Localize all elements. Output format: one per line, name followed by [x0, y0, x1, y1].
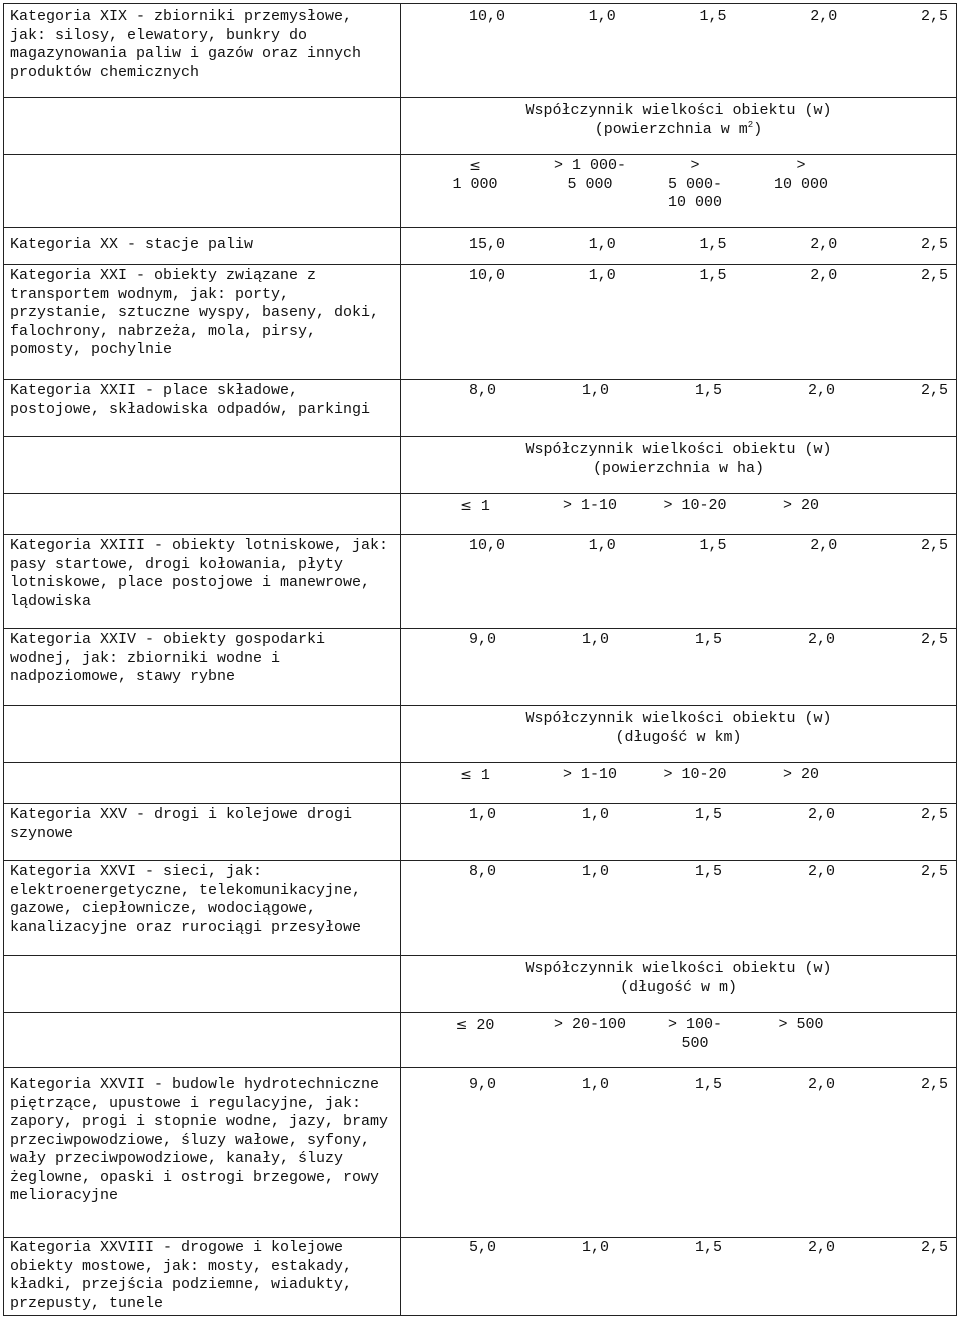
category-xxvii-label: Kategoria XXVII - budowle hydrotechniczne piętrzące, upustowe i regulacyjne, jak: zapory, progi i stopnie wodne, jazy, bramy przeciwpowodziowe, śluzy wałowe, syfony, wały przeciwpowodziowe, kanały, śluzy żeglowne, opaski i ostrogi brzegowe, rowy melioracyjne [4, 1068, 401, 1238]
value-cell: 1,5 [699, 267, 727, 284]
value-cell: 8,0 [469, 863, 497, 880]
size-coefficient-header [401, 98, 957, 155]
value-cell: 1,0 [588, 236, 616, 253]
range-2: > 1-10 [562, 766, 617, 783]
value-cell: 1,5 [694, 1076, 722, 1093]
category-xxviii-values [401, 1238, 957, 1316]
value-cell: 1,5 [694, 863, 722, 880]
value-cell: 2,0 [807, 631, 835, 648]
table-row [4, 380, 957, 437]
value-cell: 2,0 [810, 236, 838, 253]
value-cell: 1,0 [469, 806, 497, 823]
value-cell: 1,0 [581, 382, 609, 399]
size-coefficient-header [401, 437, 957, 494]
value-cell: 2,5 [920, 537, 948, 554]
value-cell: 1,0 [581, 631, 609, 648]
header-unit: (długość w km) [615, 728, 742, 746]
empty-cell [4, 956, 401, 1013]
value-cell: 1,0 [581, 1076, 609, 1093]
range-4: > 10 000 [773, 157, 828, 193]
value-cell: 2,5 [920, 1076, 948, 1093]
value-cell: 2,0 [810, 8, 838, 25]
value-cell: 1,5 [694, 1239, 722, 1256]
value-cell: 2,5 [920, 267, 948, 284]
value-cell: 10,0 [469, 537, 506, 554]
value-cell: 2,0 [810, 537, 838, 554]
category-xix-label: Kategoria XIX - zbiorniki przemysłowe, jak: silosy, elewatory, bunkry do magazynowania paliw i gazów oraz innych produktów chemicznych [4, 4, 401, 98]
empty-cell [4, 437, 401, 494]
value-cell: 1,0 [581, 863, 609, 880]
range-2: > 1-10 [562, 497, 617, 514]
range-4: > 20 [782, 766, 819, 783]
category-xxii-label: Kategoria XXII - place składowe, postojowe, składowiska odpadów, parkingi [4, 380, 401, 437]
value-cell: 2,0 [807, 1239, 835, 1256]
value-cell: 10,0 [469, 8, 506, 25]
category-xxvii-values [401, 1068, 957, 1238]
table-row [4, 629, 957, 706]
value-cell: 2,5 [920, 631, 948, 648]
category-xxvi-values [401, 861, 957, 956]
value-cell: 2,5 [920, 863, 948, 880]
category-xxiii-values [401, 535, 957, 629]
value-cell: 2,0 [807, 1076, 835, 1093]
value-cell: 2,0 [807, 382, 835, 399]
table-row [4, 535, 957, 629]
empty-cell [4, 763, 401, 804]
value-cell: 1,0 [588, 537, 616, 554]
category-xxiii-label: Kategoria XXIII - obiekty lotniskowe, jak: pasy startowe, drogi kołowania, płyty lotniskowe, place postojowe i manewrowe, lądowiska [4, 535, 401, 629]
table-row [4, 265, 957, 380]
value-cell: 2,5 [920, 8, 948, 25]
value-cell: 1,5 [694, 631, 722, 648]
empty-cell [4, 706, 401, 763]
value-cell: 2,5 [920, 382, 948, 399]
category-xxiv-values [401, 629, 957, 706]
size-coefficient-header [401, 956, 957, 1013]
table-row [4, 155, 957, 228]
category-xxiv-label: Kategoria XXIV - obiekty gospodarki wodnej, jak: zbiorniki wodne i nadpoziomowe, stawy rybne [4, 629, 401, 706]
range-1: ≤ 20 [455, 1017, 495, 1034]
range-2: > 1 000- 5 000 [553, 157, 626, 193]
table-row [4, 228, 957, 265]
size-ranges [401, 494, 957, 535]
table-row [4, 956, 957, 1013]
value-cell: 1,0 [581, 1239, 609, 1256]
value-cell: 1,5 [699, 8, 727, 25]
value-cell: 2,5 [920, 806, 948, 823]
value-cell: 8,0 [469, 382, 497, 399]
empty-cell [4, 155, 401, 228]
value-cell: 1,5 [694, 382, 722, 399]
table-row [4, 706, 957, 763]
category-xx-values [401, 228, 957, 265]
value-cell: 1,5 [694, 806, 722, 823]
value-cell: 9,0 [469, 631, 497, 648]
empty-cell [4, 98, 401, 155]
value-cell: 5,0 [469, 1239, 497, 1256]
value-cell: 2,5 [920, 1239, 948, 1256]
header-title: Współczynnik wielkości obiektu (w) [525, 710, 832, 727]
category-xxvi-label: Kategoria XXVI - sieci, jak: elektroenergetyczne, telekomunikacyjne, gazowe, ciepłownicze, wodociągowe, kanalizacyjne oraz rurociągi przesyłowe [4, 861, 401, 956]
value-cell: 1,0 [588, 267, 616, 284]
table-row [4, 4, 957, 98]
range-3: > 10-20 [663, 497, 727, 514]
range-1: ≤ 1 [460, 767, 490, 784]
table-row [4, 1238, 957, 1316]
range-3: > 5 000- 10 000 [667, 157, 722, 211]
table-row [4, 494, 957, 535]
table-row [4, 861, 957, 956]
table-row [4, 1068, 957, 1238]
value-cell: 2,0 [810, 267, 838, 284]
value-cell: 2,0 [807, 863, 835, 880]
table-row [4, 804, 957, 861]
value-cell: 1,5 [699, 537, 727, 554]
value-cell: 9,0 [469, 1076, 497, 1093]
header-title: Współczynnik wielkości obiektu (w) [525, 441, 832, 458]
category-xxi-values [401, 265, 957, 380]
value-cell: 1,0 [581, 806, 609, 823]
category-xix-values [401, 4, 957, 98]
category-xxviii-label: Kategoria XXVIII - drogowe i kolejowe obiekty mostowe, jak: mosty, estakady, kładki, przejścia podziemne, wiadukty, przepusty, tunele [4, 1238, 401, 1316]
category-xx-label: Kategoria XX - stacje paliw [4, 228, 401, 265]
header-title: Współczynnik wielkości obiektu (w) [525, 960, 832, 977]
category-xxv-values [401, 804, 957, 861]
range-3: > 10-20 [663, 766, 727, 783]
value-cell: 10,0 [469, 267, 506, 284]
size-ranges [401, 1013, 957, 1068]
category-xxii-values [401, 380, 957, 437]
coefficient-table [3, 3, 957, 1316]
header-unit: (powierzchnia w $m^2$) [594, 119, 763, 138]
size-coefficient-header [401, 706, 957, 763]
table-row [4, 763, 957, 804]
size-ranges [401, 763, 957, 804]
value-cell: 1,5 [699, 236, 727, 253]
value-cell: 2,5 [920, 236, 948, 253]
header-unit: (powierzchnia w ha) [592, 459, 765, 477]
category-xxi-label: Kategoria XXI - obiekty związane z transportem wodnym, jak: porty, przystanie, sztuczne wyspy, baseny, doki, falochrony, nabrzeża, mola, pirsy, pomosty, pochylnie [4, 265, 401, 380]
empty-cell [4, 1013, 401, 1068]
table-row [4, 437, 957, 494]
empty-cell [4, 494, 401, 535]
range-1: ≤ 1 000 [452, 158, 498, 193]
table-row [4, 98, 957, 155]
range-3: > 100- 500 [667, 1016, 722, 1052]
header-unit: (długość w m) [619, 978, 738, 996]
header-title: Współczynnik wielkości obiektu (w) [525, 102, 832, 119]
document-page [3, 3, 957, 1316]
value-cell: 1,0 [588, 8, 616, 25]
range-4: > 20 [782, 497, 819, 514]
size-ranges [401, 155, 957, 228]
value-cell: 15,0 [469, 236, 506, 253]
range-1: ≤ 1 [460, 498, 490, 515]
category-xxv-label: Kategoria XXV - drogi i kolejowe drogi szynowe [4, 804, 401, 861]
range-4: > 500 [778, 1016, 824, 1033]
table-row [4, 1013, 957, 1068]
value-cell: 2,0 [807, 806, 835, 823]
range-2: > 20-100 [553, 1016, 626, 1033]
